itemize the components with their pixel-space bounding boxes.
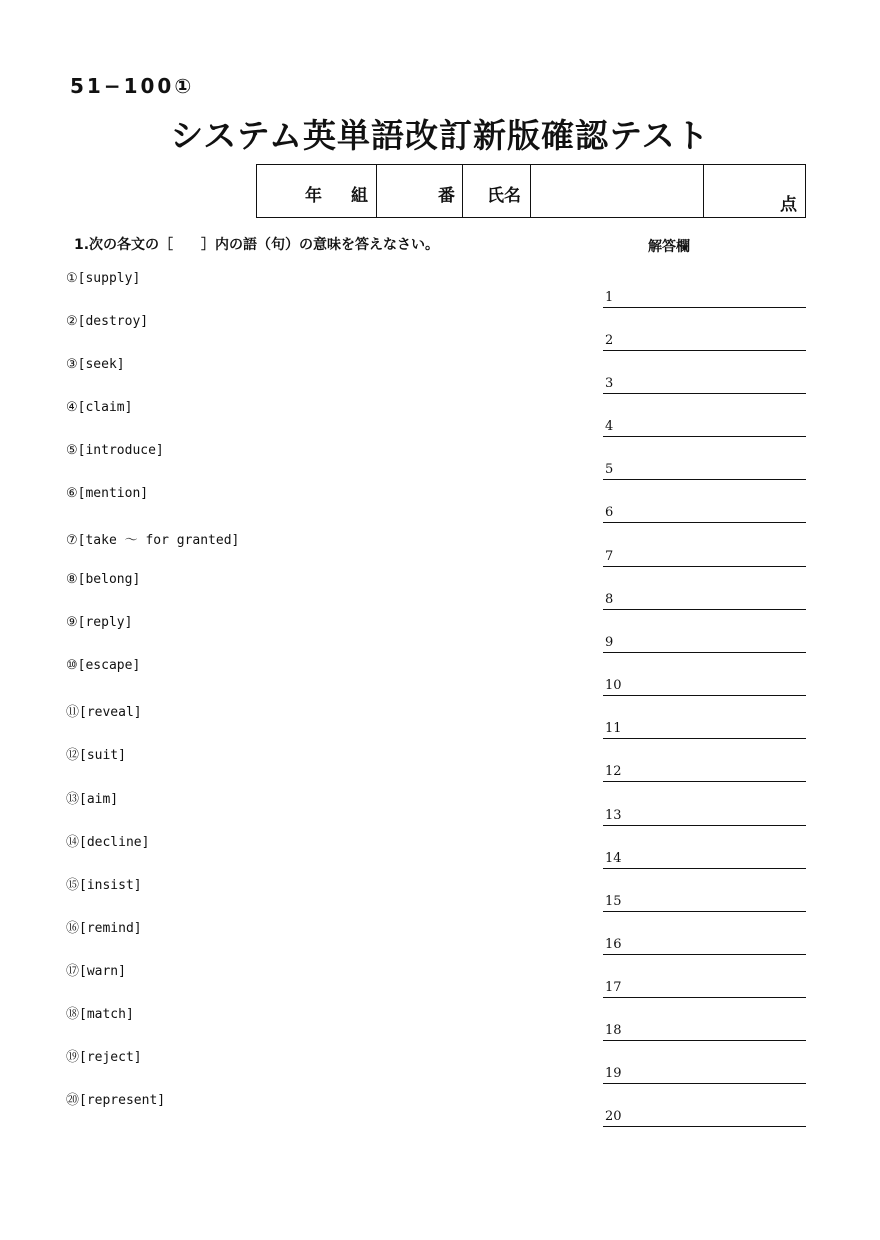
- answer-number: 16: [605, 937, 622, 952]
- answer-number: 10: [605, 678, 622, 693]
- answer-number: 8: [605, 592, 614, 607]
- answer-number: 2: [605, 333, 614, 348]
- answer-column-header: 解答欄: [648, 239, 690, 255]
- answer-line[interactable]: [603, 420, 806, 437]
- answer-line[interactable]: [603, 938, 806, 955]
- answer-number: 6: [605, 505, 614, 520]
- answer-number: 13: [605, 808, 622, 823]
- answer-line[interactable]: [603, 1067, 806, 1084]
- question-item: ⑧[belong]: [66, 572, 141, 587]
- name-field[interactable]: [532, 167, 700, 215]
- answer-number: 15: [605, 894, 622, 909]
- question-item: ⑩[escape]: [66, 658, 141, 673]
- question-item: ⑤[introduce]: [66, 443, 164, 458]
- name-label: 氏名: [487, 186, 521, 206]
- answer-number: 17: [605, 980, 622, 995]
- question-item: ⑭[decline]: [66, 835, 150, 850]
- answer-line[interactable]: [603, 550, 806, 567]
- question-item: ⑮[insist]: [66, 878, 142, 893]
- answer-number: 14: [605, 851, 622, 866]
- question-item: ⑨[reply]: [66, 615, 133, 630]
- answer-line[interactable]: [603, 722, 806, 739]
- question-item: ⑦[take ～ for granted]: [66, 533, 240, 548]
- answer-number: 20: [605, 1109, 622, 1124]
- question-item: ⑪[reveal]: [66, 705, 142, 720]
- page-title: システム英単語改訂新版確認テスト: [170, 116, 710, 155]
- question-item: ⑳[represent]: [66, 1093, 166, 1108]
- question-item: ⑫[suit]: [66, 748, 126, 763]
- answer-line[interactable]: [603, 895, 806, 912]
- score-label: 点: [780, 195, 797, 215]
- answer-number: 12: [605, 764, 622, 779]
- answer-line[interactable]: [603, 291, 806, 308]
- answer-number: 18: [605, 1023, 622, 1038]
- question-item: ②[destroy]: [66, 314, 149, 329]
- class-label: 組: [351, 186, 368, 206]
- number-label: 番: [438, 186, 455, 206]
- answer-line[interactable]: [603, 765, 806, 782]
- answer-line[interactable]: [603, 981, 806, 998]
- answer-line[interactable]: [603, 593, 806, 610]
- info-divider: [462, 165, 463, 217]
- answer-line[interactable]: [603, 463, 806, 480]
- question-item: ⑲[reject]: [66, 1050, 142, 1065]
- answer-line[interactable]: [603, 1024, 806, 1041]
- answer-number: 7: [605, 549, 614, 564]
- answer-line[interactable]: [603, 377, 806, 394]
- year-label: 年: [305, 186, 322, 206]
- answer-number: 19: [605, 1066, 622, 1081]
- question-item: ⑰[warn]: [66, 964, 126, 979]
- answer-number: 4: [605, 419, 614, 434]
- answer-line[interactable]: [603, 679, 806, 696]
- answer-number: 3: [605, 376, 614, 391]
- question-item: ①[supply]: [66, 271, 141, 286]
- answer-line[interactable]: [603, 334, 806, 351]
- question-item: ③[seek]: [66, 357, 125, 372]
- instruction-text: 1.次の各文の［ ］内の語（句）の意味を答えなさい。: [74, 237, 440, 253]
- info-divider: [376, 165, 377, 217]
- student-info-box: [256, 164, 806, 218]
- answer-number: 9: [605, 635, 614, 650]
- question-item: ⑯[remind]: [66, 921, 142, 936]
- question-item: ⑥[mention]: [66, 486, 149, 501]
- info-divider: [530, 165, 531, 217]
- answer-number: 1: [605, 290, 614, 305]
- answer-line[interactable]: [603, 1110, 806, 1127]
- answer-line[interactable]: [603, 809, 806, 826]
- answer-number: 11: [605, 721, 622, 736]
- answer-line[interactable]: [603, 636, 806, 653]
- answer-number: 5: [605, 462, 614, 477]
- info-divider: [703, 165, 704, 217]
- question-item: ④[claim]: [66, 400, 133, 415]
- question-item: ⑱[match]: [66, 1007, 134, 1022]
- question-item: ⑬[aim]: [66, 792, 119, 807]
- answer-line[interactable]: [603, 852, 806, 869]
- answer-line[interactable]: [603, 506, 806, 523]
- test-code: 51−100①: [70, 74, 195, 98]
